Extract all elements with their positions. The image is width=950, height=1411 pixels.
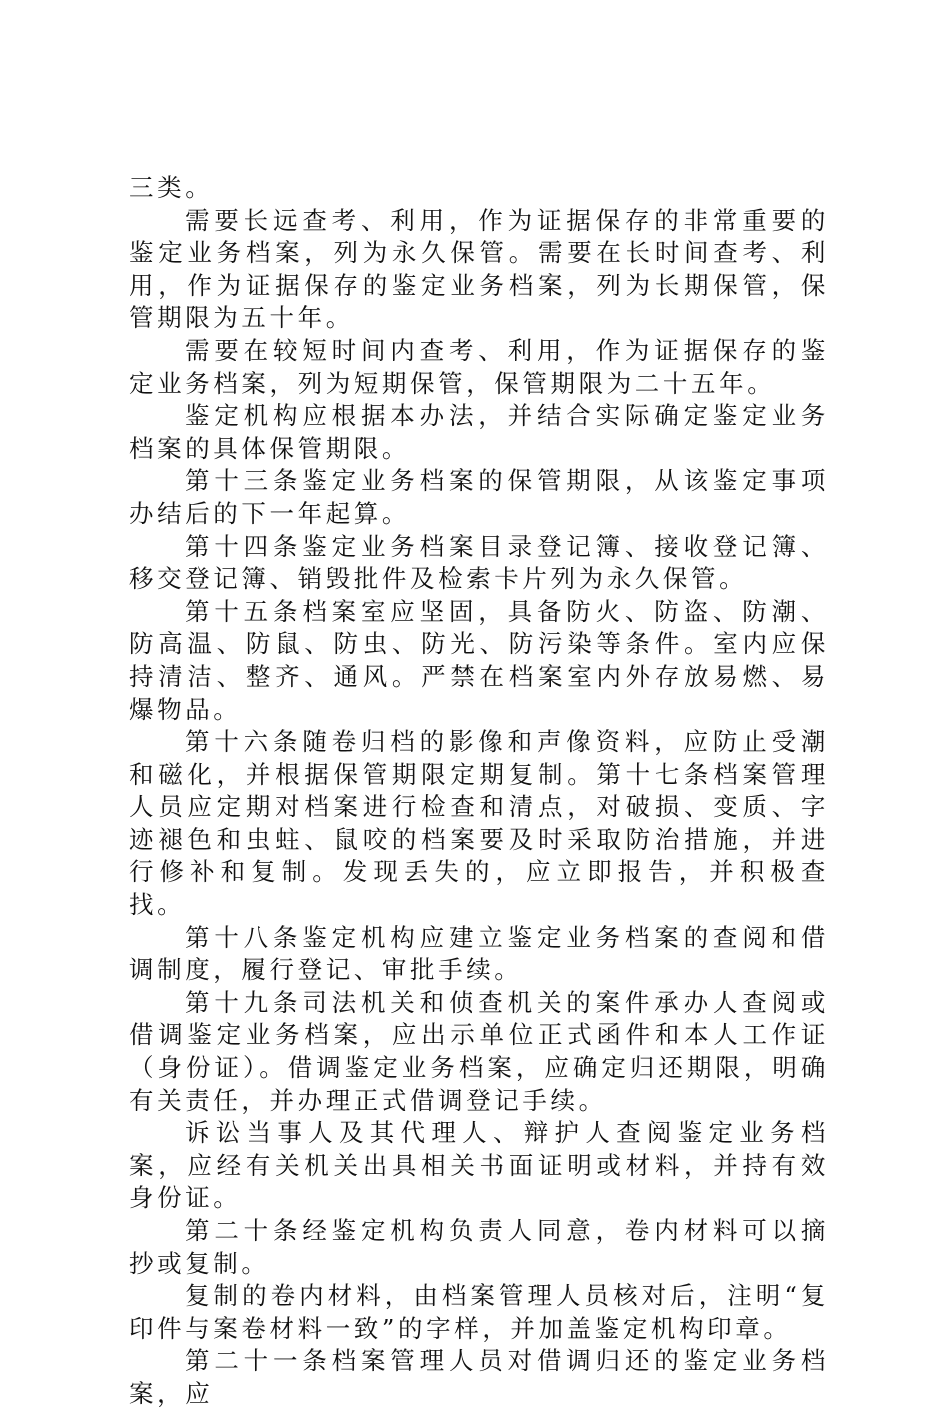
- article-16-17-paragraph: 第十六条随卷归档的影像和声像资料，应防止受潮和磁化，并根据保管期限定期复制。第十七条档案管理人员应定期对档案进行检查和清点，对破损、变质、字迹褪色和虫蛀、鼠咬的档案要及时采取防治措施，并进行修补和复制。发现丢失的，应立即报告，并积极查找。: [129, 727, 829, 920]
- article-21-paragraph: 第二十一条档案管理人员对借调归还的鉴定业务档案，应: [129, 1346, 829, 1408]
- paragraph-3: 需要在较短时间内查考、利用，作为证据保存的鉴定业务档案，列为短期保管，保管期限为二十五年。: [129, 335, 829, 398]
- article-18-paragraph: 第十八条鉴定机构应建立鉴定业务档案的查阅和借调制度，履行登记、审批手续。: [129, 922, 829, 985]
- paragraph-4: 鉴定机构应根据本办法，并结合实际确定鉴定业务档案的具体保管期限。: [129, 401, 829, 463]
- paragraph-litigants: 诉讼当事人及其代理人、辩护人查阅鉴定业务档案，应经有关机关出具相关书面证明或材料，并持有效身份证。: [129, 1118, 829, 1213]
- paragraph-1: 三类。: [129, 173, 214, 202]
- paragraph-copies: 复制的卷内材料，由档案管理人员核对后，注明“复印件与案卷材料一致”的字样，并加盖鉴定机构印章。: [129, 1281, 829, 1343]
- article-14-paragraph: 第十四条鉴定业务档案目录登记簿、接收登记簿、移交登记簿、销毁批件及检索卡片列为永久保管。: [129, 531, 829, 594]
- article-19-paragraph: 第十九条司法机关和侦查机关的案件承办人查阅或借调鉴定业务档案，应出示单位正式函件和本人工作证（身份证）。借调鉴定业务档案，应确定归还期限，明确有关责任，并办理正式借调登记手续。: [129, 987, 829, 1115]
- paragraph-2: 需要长远查考、利用，作为证据保存的非常重要的鉴定业务档案，列为永久保管。需要在长时间查考、利用，作为证据保存的鉴定业务档案，列为长期保管，保管期限为五十年。: [129, 205, 829, 333]
- article-13-paragraph: 第十三条鉴定业务档案的保管期限，从该鉴定事项办结后的下一年起算。: [129, 466, 829, 528]
- article-15-paragraph: 第十五条档案室应坚固，具备防火、防盗、防潮、防高温、防鼠、防虫、防光、防污染等条件。室内应保持清洁、整齐、通风。严禁在档案室内外存放易燃、易爆物品。: [129, 596, 829, 724]
- article-20-paragraph: 第二十条经鉴定机构负责人同意，卷内材料可以摘抄或复制。: [129, 1216, 829, 1278]
- document-page: [129, 172, 829, 1411]
